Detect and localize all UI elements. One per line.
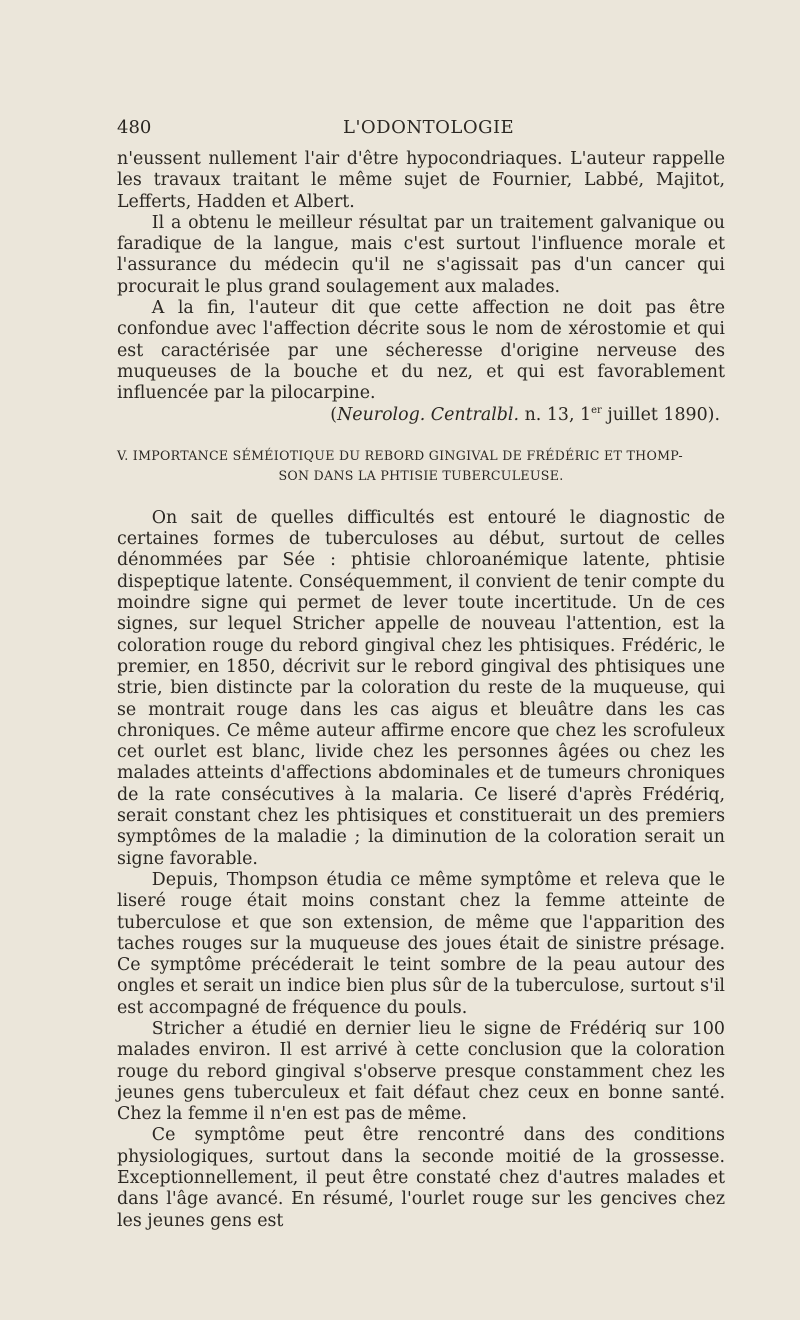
paragraph: n'eussent nullement l'air d'être hypocondriaques. L'auteur rappelle les travaux traitant le même sujet de Fournier, Labbé, Majitot, Lefferts, Hadden et Albert. <box>117 149 725 212</box>
section-body <box>117 508 725 1232</box>
paragraph: Ce symptôme peut être rencontré dans des conditions physiologiques, surtout dans la seconde moitié de la grossesse. Exceptionnellement, il peut être constaté chez d'autres malades et dans l'âge avancé. En résumé, l'ourlet rouge sur les gencives chez les jeunes gens est <box>117 1125 725 1231</box>
citation-journal: Neurolog. Centralbl. <box>337 404 520 425</box>
citation-date: juillet 1890). <box>607 404 720 425</box>
citation-number: n. 13, <box>524 404 575 425</box>
running-head <box>117 117 725 147</box>
paragraph: Stricher a étudié en dernier lieu le signe de Frédériq sur 100 malades environ. Il est arrivé à cette conclusion que la coloration rouge du rebord gingival s'observe presque constamment chez les jeunes gens tuberculeux et fait défaut chez ceux en bonne santé. Chez la femme il n'en est pas de même. <box>117 1018 725 1125</box>
section-heading-line1: V. IMPORTANCE SÉMÉIOTIQUE DU REBORD GINGIVAL DE FRÉDÉRIC ET THOMP- <box>117 447 683 463</box>
section-heading <box>117 446 725 486</box>
article-body <box>117 149 725 405</box>
paragraph: Il a obtenu le meilleur résultat par un traitement galvanique ou faradique de la langue, mais c'est surtout l'influence morale et l'assurance du médecin qu'il ne s'agissait pas d'un cancer qui procurait le plus grand soulagement aux malades. <box>117 212 725 297</box>
citation-day: 1 <box>580 404 592 425</box>
section-heading-line2: SON DANS LA PHTISIE TUBERCULEUSE. <box>278 467 564 483</box>
running-title: L'ODONTOLOGIE <box>343 117 515 138</box>
paragraph: A la fin, l'auteur dit que cette affection ne doit pas être confondue avec l'affection décrite sous le nom de xérostomie et qui est caractérisée par une sécheresse d'origine nerveuse des muqueuses de la bouche et du nez, et qui est favorablement influencée par la pilocarpine. <box>117 298 725 404</box>
paragraph: Depuis, Thompson étudia ce même symptôme et releva que le liseré rouge était moins constant chez la femme atteinte de tuberculose et que son extension, de même que l'apparition des taches rouges sur la muqueuse des joues était de sinistre présage. Ce symptôme précéderait le teint sombre de la peau autour des ongles et serait un indice bien plus sûr de la tuberculose, surtout s'il est accompagné de fréquence du pouls. <box>117 869 725 1018</box>
page-number: 480 <box>117 117 152 138</box>
paragraph: On sait de quelles difficultés est entouré le diagnostic de certaines formes de tuberculoses au début, surtout de celles dénommées par Sée : phtisie chloroanémique latente, phtisie dispeptique latente. Conséquemment, il convient de tenir compte du moindre signe qui permet de lever toute incertitude. Un de ces signes, sur lequel Stricher appelle de nouveau l'attention, est la coloration rouge du rebord gingival chez les phtisiques. Frédéric, le premier, en 1850, décrivit sur le rebord gingival des phtisiques une strie, bien distincte par la coloration du reste de la muqueuse, qui se montrait rouge dans les cas aigus et bleuâtre dans les cas chroniques. Ce même auteur affirme encore que chez les scrofuleux cet ourlet est blanc, livide chez les personnes âgées ou chez les malades atteints d'affections abdominales et de tumeurs chroniques de la rate consécutives à la malaria. Ce liseré d'après Frédériq, serait constant chez les phtisiques et constituerait un des premiers symptômes de la maladie ; la diminution de la coloration serait un signe favorable. <box>117 507 725 869</box>
text-column <box>117 117 725 1232</box>
citation: (Neurolog. Centralbl. n. 13, 1er juillet 1890). <box>330 404 720 425</box>
citation-day-suffix: er <box>591 404 602 416</box>
